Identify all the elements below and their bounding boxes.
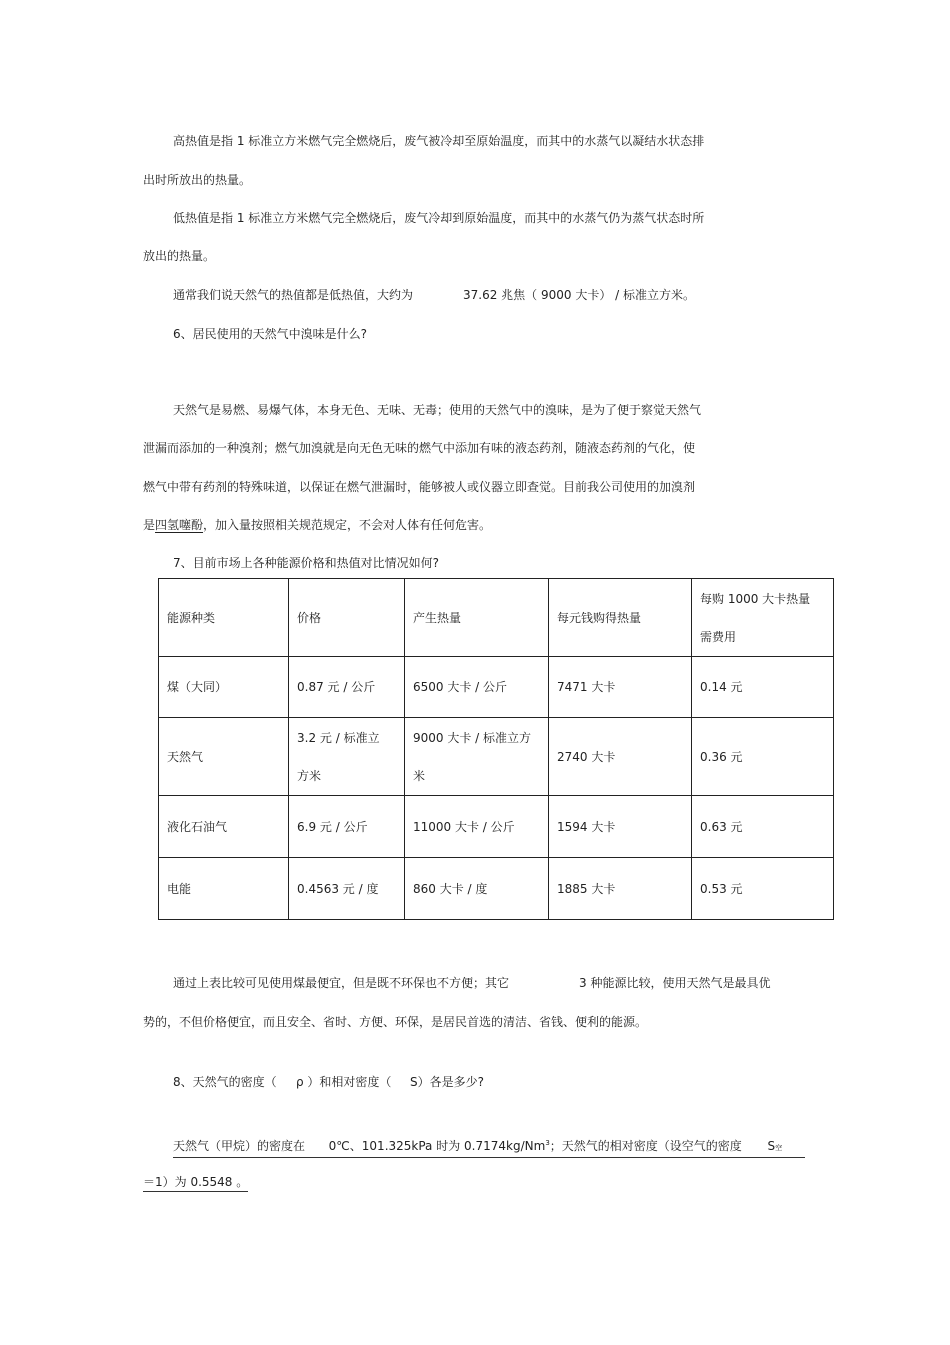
header-per-yuan: 每元钱购得热量 [549, 579, 692, 657]
cell-heat: 6500 大卡 / 公斤 [405, 657, 549, 718]
cell-type: 天然气 [159, 718, 289, 796]
header-cost-line1: 每购 1000 大卡热量 [700, 591, 811, 606]
answer-6-line3: 燃气中带有药剂的特殊味道，以保证在燃气泄漏时，能够被人或仪器立即查觉。目前我公司使用的加溴剂 [143, 480, 696, 494]
cell-cost: 0.53 元 [692, 858, 834, 920]
cell-price-line1: 3.2 元 / 标准立 [297, 730, 380, 745]
answer-6-line1: 天然气是易燃、易爆气体，本身无色、无味、无毒；使用的天然气中的溴味，是为了便于察觉天然气 [173, 403, 702, 417]
energy-comparison-table [158, 578, 834, 920]
cell-price: 6.9 元 / 公斤 [289, 796, 405, 858]
summary-line2: 势的，不但价格便宜，而且安全、省时、方便、环保，是居民首选的清洁、省钱、便利的能源。 [143, 1015, 648, 1029]
question-8-b: ρ ）和相对密度（ [296, 1075, 392, 1089]
answer-8-line2: ＝1）为 0.5548 。 [143, 1174, 248, 1192]
table-row [159, 657, 834, 718]
header-energy-type: 能源种类 [159, 579, 289, 657]
table-row [159, 796, 834, 858]
air-subscript: 空 [775, 1144, 783, 1152]
answer-8-line1 [173, 1135, 805, 1158]
cell-cost: 0.14 元 [692, 657, 834, 718]
question-6: 6、居民使用的天然气中溴味是什么? [173, 327, 368, 341]
paragraph-low-heat-line2: 放出的热量。 [143, 249, 216, 263]
cell-cost: 0.63 元 [692, 796, 834, 858]
paragraph-heat-value-b: 37.62 兆焦（ 9000 大卡） / 标准立方米。 [463, 288, 696, 302]
question-8-c: S）各是多少? [410, 1075, 484, 1089]
cell-per-yuan: 2740 大卡 [549, 718, 692, 796]
cell-per-yuan: 7471 大卡 [549, 657, 692, 718]
table-row [159, 858, 834, 920]
odorant-name: 四氢噻酚 [155, 518, 204, 532]
answer-8-line1-d: S [767, 1139, 776, 1153]
summary-line1-a: 通过上表比较可见使用煤最便宜，但是既不环保也不方便；其它 [173, 976, 510, 990]
answer-8-line1-b: 0℃、101.325kPa 时为 0.7174kg/Nm [328, 1139, 546, 1153]
table-row [159, 718, 834, 796]
cell-heat [405, 718, 549, 796]
cell-type: 电能 [159, 858, 289, 920]
paragraph-high-heat-line2: 出时所放出的热量。 [143, 173, 252, 187]
cell-type: 煤（大同） [159, 657, 289, 718]
cubic-superscript: 3 [545, 1139, 550, 1147]
table-header-row [159, 579, 834, 657]
cell-heat: 11000 大卡 / 公斤 [405, 796, 549, 858]
answer-8-line1-a: 天然气（甲烷）的密度在 [173, 1139, 306, 1153]
cell-price: 0.87 元 / 公斤 [289, 657, 405, 718]
answer-6-line4-post: ，加入量按照相关规范规定，不会对人体有任何危害。 [203, 518, 492, 532]
answer-6-line4-pre: 是 [143, 518, 156, 532]
cell-per-yuan: 1594 大卡 [549, 796, 692, 858]
question-7: 7、目前市场上各种能源价格和热值对比情况如何? [173, 556, 440, 570]
cell-price [289, 718, 405, 796]
answer-6-line4 [143, 517, 491, 533]
paragraph-low-heat-line1: 低热值是指 1 标准立方米燃气完全燃烧后，废气冷却到原始温度，而其中的水蒸气仍为蒸气状态时所 [173, 211, 705, 225]
header-price: 价格 [289, 579, 405, 657]
cell-price: 0.4563 元 / 度 [289, 858, 405, 920]
summary-line1-b: 3 种能源比较，使用天然气是最具优 [579, 976, 771, 990]
header-heat: 产生热量 [405, 579, 549, 657]
cell-type: 液化石油气 [159, 796, 289, 858]
answer-8-line1-c: ；天然气的相对密度（设空气的密度 [549, 1139, 742, 1153]
paragraph-heat-value-a: 通常我们说天然气的热值都是低热值，大约为 [173, 288, 414, 302]
cell-heat-line1: 9000 大卡 / 标准立方 [413, 730, 532, 745]
paragraph-high-heat-line1: 高热值是指 1 标准立方米燃气完全燃烧后，废气被冷却至原始温度，而其中的水蒸气以凝结水状态排 [173, 134, 705, 148]
header-cost-per-1000 [692, 579, 834, 657]
answer-6-line2: 泄漏而添加的一种溴剂；燃气加溴就是向无色无味的燃气中添加有味的液态药剂，随液态药剂的气化，使 [143, 441, 696, 455]
question-8-a: 8、天然气的密度（ [173, 1075, 277, 1089]
header-cost-line2: 需费用 [700, 629, 737, 644]
cell-per-yuan: 1885 大卡 [549, 858, 692, 920]
cell-heat: 860 大卡 / 度 [405, 858, 549, 920]
cell-heat-line2: 米 [413, 768, 426, 783]
cell-price-line2: 方米 [297, 768, 322, 783]
cell-cost: 0.36 元 [692, 718, 834, 796]
